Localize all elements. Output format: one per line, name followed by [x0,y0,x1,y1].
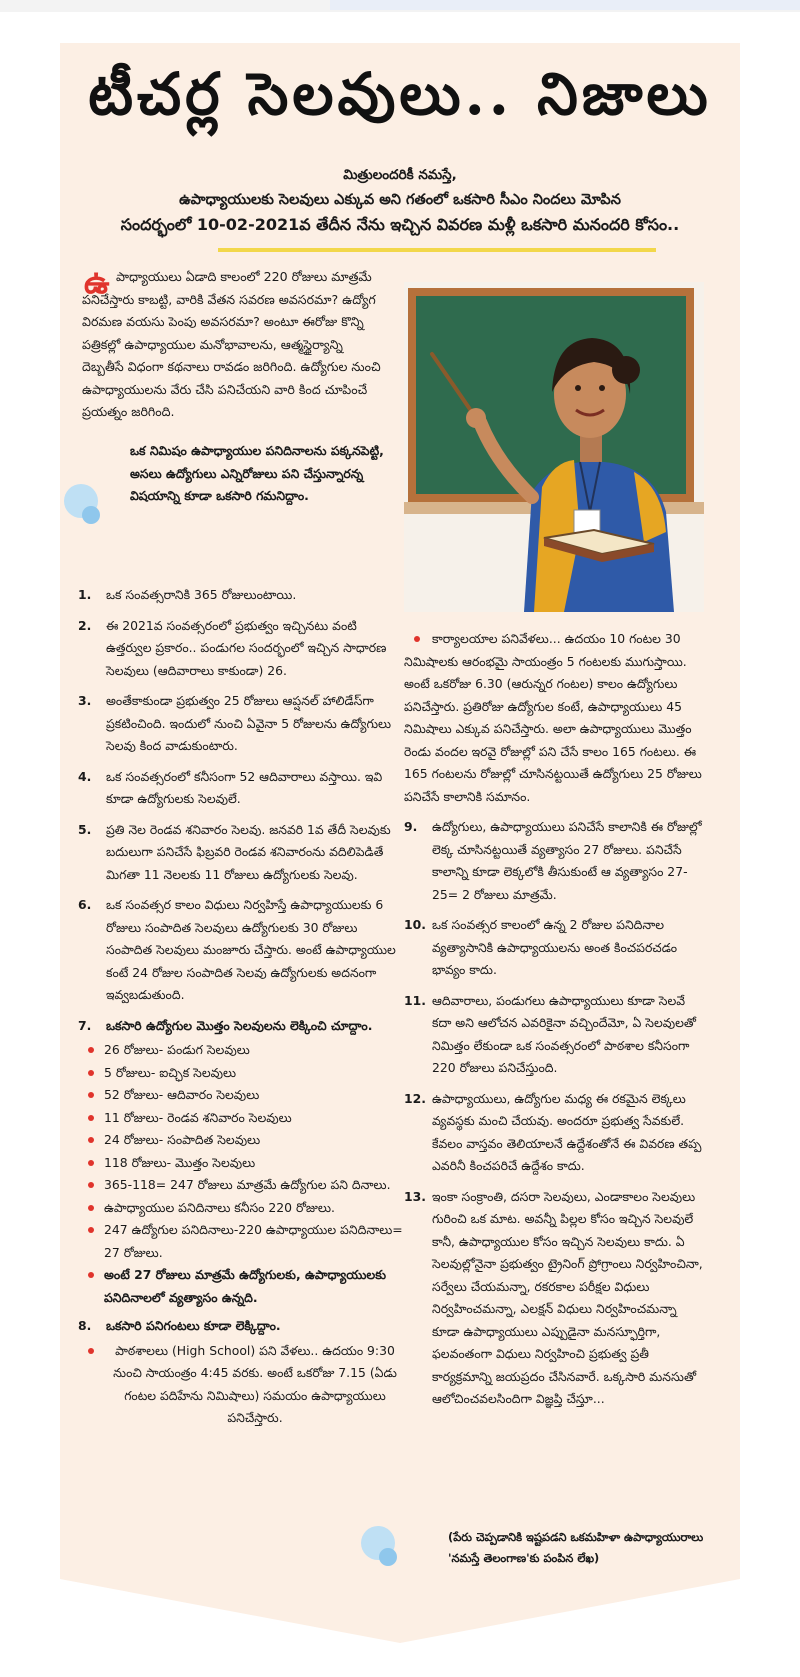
teacher-illustration [404,282,704,612]
left-column [78,584,404,1430]
office-hours-text: కార్యాలయాల పనివేళలు... ఉదయం 10 గంటల 30 నిమిషాలకు ఆరంభమై సాయంత్రం 5 గంటలకు ముగుస్తాయి. అంటే ఒకరోజు 6.30 (ఆరున్నర గంటల) కాలం ఉద్యోగులు పనిచేస్తారు. ప్రతిరోజు ఉద్యోగుల కంటే, ఉపాధ్యాయులు 45 నిమిషాలు ఎక్కువ పనిచేస్తారు. అలా ఉపాధ్యాయులు మొత్తం రెండు వందల ఇరవై రోజుల్లో పని చేసే కాలం 165 గంటలు. ఈ 165 గంటలను రోజుల్లో చూసినట్టయితే ఉద్యోగులు 25 రోజులు పనిచేసే కాలానికి సమానం. [404,631,702,804]
holiday-bullet: 26 రోజులు- పండుగ సెలవులు [78,1039,404,1062]
list-item: 10. ఒక సంవత్సర కాలంలో ఉన్న 2 రోజుల పనిదినాల వ్యత్యాసానికి ఉపాధ్యాయులను అంత కించపరచడం భావ్యం కాదు. [404,917,677,977]
holiday-bullet: 11 రోజులు- రెండవ శనివారం సెలవులు [78,1107,404,1130]
intro-dropcap: ఉ [84,263,110,301]
holiday-bullet: అంటే 27 రోజులు మాత్రమే ఉద్యోగులకు, ఉపాధ్యాయులకు పనిదినాలలో వ్యత్యాసం ఉన్నది. [78,1264,404,1309]
title-underline [218,248,656,252]
greeting-line-1: మిత్రులందరికీ నమస్తే, [343,167,457,183]
list-item: 6. ఒక సంవత్సర కాలం విధులు నిర్వహిస్తే ఉపాధ్యాయులకు 6 రోజులు సంపాదిత సెలవులు ఉద్యోగులకు 30 రోజులు సంపాదిత సెలవులు మంజూరు చేస్తారు. అంటే ఉపాధ్యాయుల కంటే 24 రోజుల సంపాదిత సెలవు ఉద్యోగులకు అదనంగా ఇవ్వబడుతుంది. [78,897,396,1002]
holiday-bullet: ఉపాధ్యాయుల పనిదినాలు కనీసం 220 రోజులు. [78,1197,404,1220]
greeting-line-3: సందర్భంలో 10-02-2021వ తేదీన నేను ఇచ్చిన వివరణ మళ్లీ ఒకసారి మనందరి కోసం.. [120,215,680,234]
list-item: 8. ఒకసారి పనిగంటలు కూడా లెక్కిద్దాం. [78,1318,281,1333]
decorative-bubble-icon [379,1548,397,1566]
right-column [404,628,704,1419]
signature-note: (పేరు చెప్పడానికి ఇష్టపడని ఒకమహిళా ఉపాధ్యాయురాలు 'నమస్తే తెలంగాణ'కు పంపిన లేఖ) [448,1530,704,1565]
browser-top-strip [0,0,800,12]
list-item: 3. అంతేకాకుండా ప్రభుత్వం 25 రోజులు ఆప్షనల్ హాలిడేస్‌గా ప్రకటించింది. ఇందులో నుంచి ఏవైనా 5 రోజులను ఉద్యోగులు సెలవు కింద వాడుకుంటారు. [78,693,392,753]
greeting-line-2: ఉపాధ్యాయులకు సెలవులు ఎక్కువ అని గతంలో ఒకసారి సీఎం నిందలు మోపిన [179,192,621,208]
holiday-bullet: 5 రోజులు- ఐచ్ఛిక సెలవులు [78,1062,404,1085]
intro-callout: ఒక నిమిషం ఉపాధ్యాయుల పనిదినాలను పక్కనపెట్టి, అసలు ఉద్యోగులు ఎన్నిరోజులు పని చేస్తున్నారన్న విషయాన్ని కూడా ఒకసారి గమనిద్దాం. [130,443,384,503]
article-title: టీచర్ల సెలవులు.. నిజాలు [88,60,712,128]
list-item: 2. ఈ 2021వ సంవత్సరంలో ప్రభుత్వం ఇచ్చినటు వంటి ఉత్తర్వుల ప్రకారం.. పండుగల సందర్భంలో ఇచ్చిన సాధారణ సెలవులు (ఆదివారాలు కాకుండా) 26. [78,617,387,678]
list-item: 11. ఆదివారాలు, పండుగలు ఉపాధ్యాయులు కూడా సెలవే కదా అని ఆలోచన ఎవరికైనా వచ్చిందేమో, ఏ సెలవులతో నిమిత్తం లేకుండా ఒక సంవత్సరంలో పాఠశాల కనీసంగా 220 రోజులు పనిచేస్తుంది. [404,992,696,1075]
list-item: 7. ఒకసారి ఉద్యోగుల మొత్తం సెలవులను లెక్కించి చూద్దాం. [78,1017,373,1033]
school-hours-text: పాఠశాలలు (High School) పని వేళలు.. ఉదయం 9:30 నుంచి సాయంత్రం 4:45 వరకు. అంటే ఒకరోజు 7.15 (ఏడు గంటల పదిహేను నిమిషాలు) సమయం ఉపాధ్యాయులు పనిచేస్తారు. [78,1340,404,1430]
list-item: 1. ఒక సంవత్సరానికి 365 రోజులుంటాయి. [78,587,297,602]
list-item: 4. ఒక సంవత్సరంలో కనీసంగా 52 ఆదివారాలు వస్తాయి. ఇవి కూడా ఉద్యోగులకు సెలవులే. [78,768,383,806]
holiday-bullet: 365-118= 247 రోజులు మాత్రమే ఉద్యోగుల పని దినాలు. [78,1174,404,1197]
holiday-bullet: 118 రోజులు- మొత్తం సెలవులు [78,1152,404,1175]
holiday-bullet: 247 ఉద్యోగుల పనిదినాలు-220 ఉపాధ్యాయుల పనిదినాలు= 27 రోజులు. [78,1219,404,1264]
list-item: 12. ఉపాధ్యాయులు, ఉద్యోగుల మధ్య ఈ రకమైన లెక్కలు వ్యవస్థకు మంచి చేయవు. అందరూ ప్రభుత్వ సేవకులే. కేవలం వాస్తవం తెలియాలనే ఉద్దేశంతోనే ఈ వివరణ తప్ప ఎవరినీ కించపరిచే ఉద్దేశం కాదు. [404,1090,702,1173]
intro-paragraph: పాధ్యాయులు ఏడాది కాలంలో 220 రోజులు మాత్రమే పనిచేస్తారు కాబట్టి, వారికి వేతన సవరణ అవసరమా? ఉద్యోగ విరమణ వయసు పెంపు అవసరమా? అంటూ ఈరోజు కొన్ని పత్రికల్లో ఉపాధ్యాయుల మనోభావాలను, ఆత్మస్థైర్యాన్ని దెబ్బతీసే విధంగా కథనాలు రావడం జరిగింది. ఉద్యోగుల నుంచి ఉపాధ్యాయులను వేరు చేసి పనిచేయని వారి కింద చూపించే ప్రయత్నం జరిగింది. [82,269,381,419]
list-item: 13. ఇంకా సంక్రాంతి, దసరా సెలవులు, ఎండాకాలం సెలవులు గురించి ఒక మాట. అవన్నీ పిల్లల కోసం ఇచ్చిన సెలవులే కానీ, ఉపాధ్యాయుల కోసం ఇచ్చిన సెలవులు కాదు. ఏ సెలవుల్లోనైనా ప్రభుత్వం ట్రైనింగ్ ప్రోగ్రాంలు నిర్వహించినా, సర్వేలు చేయమన్నా, రకరకాల పరీక్షల విధులు నిర్వహించమన్నా, ఎలక్షన్ విధులు నిర్వహించమన్నా కూడా ఉపాధ్యాయులు ఎప్పుడైనా మనస్ఫూర్తిగా, ఫలవంతంగా విధులు నిర్వహించి ప్రభుత్వ ప్రతీ కార్యక్రమాన్ని జయప్రదం చేసినవారే. ఒక్కసారి మనసుతో ఆలోచించవలసిందిగా విజ్ఞప్తి చేస్తూ... [404,1188,703,1406]
holiday-bullet: 52 రోజులు- ఆదివారం సెలవులు [78,1084,404,1107]
holiday-bullet: 24 రోజులు- సంపాదిత సెలవులు [78,1129,404,1152]
list-item: 9. ఉద్యోగులు, ఉపాధ్యాయులు పనిచేసే కాలానికి ఈ రోజుల్లో లెక్క చూసినట్టయితే వ్యత్యాసం 27 రోజులు. పనిచేసే కాలాన్ని కూడా లెక్కలోకి తీసుకుంటే ఆ వ్యత్యాసం 27-25= 2 రోజులు మాత్రమే. [404,819,702,902]
bullet-dot-icon [414,636,420,642]
list-item: 5. ప్రతి నెల రెండవ శనివారం సెలవు. జనవరి 1వ తేదీ సెలవుకు బదులుగా పనిచేసే ఫిబ్రవరి రెండవ శనివారంను వదిలిపెడితే మిగతా 11 నెలలకు 11 రోజులు ఉద్యోగులకు సెలవు. [78,821,391,882]
top-strip-band [330,0,800,10]
decorative-bubble-icon [82,506,100,524]
